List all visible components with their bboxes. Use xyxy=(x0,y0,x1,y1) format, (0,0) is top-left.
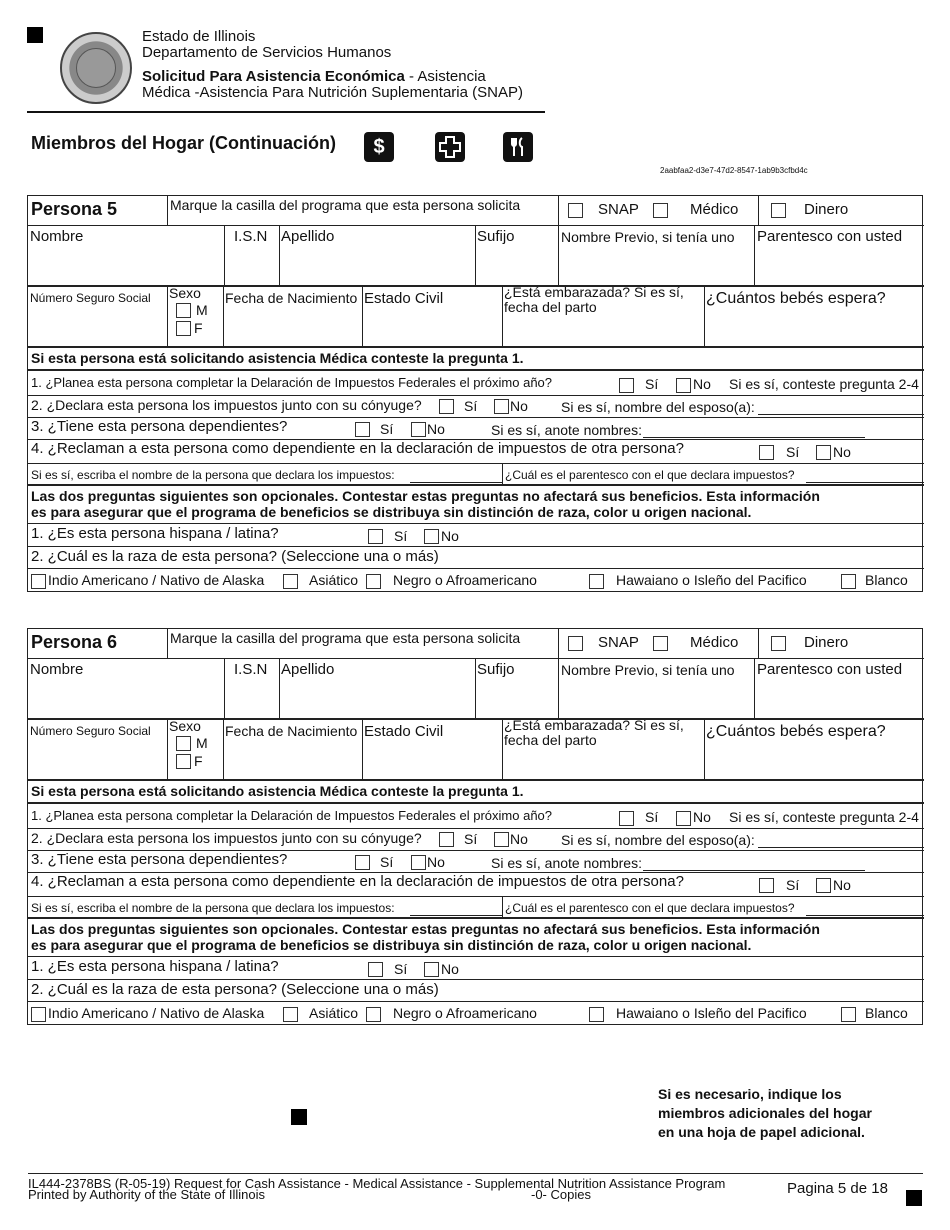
sex-m-label: M xyxy=(196,735,208,751)
race-option-checkbox[interactable] xyxy=(589,574,604,589)
race-option-label: Negro o Afroamericano xyxy=(393,572,537,588)
q2-si-checkbox[interactable] xyxy=(439,832,454,847)
optional-header-row xyxy=(28,484,924,523)
sexo-label: Sexo xyxy=(169,718,201,734)
race-option-checkbox[interactable] xyxy=(366,574,381,589)
medical-header: Si esta persona está solicitando asistencia Médica conteste la pregunta 1. xyxy=(31,783,524,799)
hispanic-no-checkbox[interactable] xyxy=(424,962,439,977)
nombre-label: Nombre xyxy=(30,661,84,678)
question-3-row xyxy=(28,417,924,439)
race-options-row xyxy=(28,568,924,593)
embarazada-line-1: ¿Está embarazada? Si es sí, xyxy=(504,717,684,733)
q2-si-label: Sí xyxy=(464,398,478,414)
declarer-relationship-label: ¿Cuál es el parentesco con el que declara impuestos? xyxy=(505,468,795,482)
hispanic-no-label: No xyxy=(441,528,459,544)
hispanic-row xyxy=(28,523,924,546)
question-4: 4. ¿Reclaman a esta persona como dependiente en la declaración de impuestos de otra persona? xyxy=(31,873,684,890)
race-option-checkbox[interactable] xyxy=(283,1007,298,1022)
declarer-name-label: Si es sí, escriba el nombre de la persona que declara los impuestos: xyxy=(31,468,395,482)
nombre-previo-label: Nombre Previo, si tenía uno xyxy=(561,229,735,245)
embarazada-label xyxy=(504,285,684,315)
person-block xyxy=(27,195,923,592)
person-title: Persona 5 xyxy=(31,199,118,219)
header-title xyxy=(142,69,486,85)
sex-f-checkbox[interactable] xyxy=(176,754,191,769)
q2-no-label: No xyxy=(510,398,528,414)
hispanic-no-label: No xyxy=(441,961,459,977)
optional-header-row xyxy=(28,917,924,956)
apellido-label: Apellido xyxy=(281,228,335,245)
hispanic-si-checkbox[interactable] xyxy=(368,962,383,977)
declarer-relationship-field[interactable] xyxy=(806,482,924,483)
question-3: 3. ¿Tiene esta persona dependientes? xyxy=(31,851,288,868)
utensils-icon xyxy=(503,132,533,162)
question-4: 4. ¿Reclaman a esta persona como dependiente en la declaración de impuestos de otra persona? xyxy=(31,440,684,457)
q3-no-checkbox[interactable] xyxy=(411,855,426,870)
dollar-icon: $ xyxy=(364,132,394,162)
optional-notice-line-1: Las dos preguntas siguientes son opcionales. Contestar estas preguntas no afectará sus beneficios. Esta información xyxy=(31,488,820,504)
snap-checkbox[interactable] xyxy=(568,636,583,651)
q4-no-checkbox[interactable] xyxy=(816,878,831,893)
medical-header: Si esta persona está solicitando asistencia Médica conteste la pregunta 1. xyxy=(31,350,524,366)
question-2: 2. ¿Declara esta persona los impuestos junto con su cónyuge? xyxy=(31,830,422,846)
medical-header-row xyxy=(28,779,924,802)
footer-copies: -0- Copies xyxy=(531,1187,591,1202)
embarazada-label xyxy=(504,718,684,748)
name-row xyxy=(28,658,924,718)
spouse-name-field[interactable] xyxy=(758,414,924,415)
state-seal-icon xyxy=(60,32,132,104)
q3-no-label: No xyxy=(427,854,445,870)
q1-no-label: No xyxy=(693,809,711,825)
nombre-previo-label: Nombre Previo, si tenía uno xyxy=(561,662,735,678)
estado-civil-label: Estado Civil xyxy=(364,290,444,307)
q4-si-checkbox[interactable] xyxy=(759,878,774,893)
race-option-label: Hawaiano o Isleño del Pacifico xyxy=(616,1005,807,1021)
race-option-checkbox[interactable] xyxy=(589,1007,604,1022)
bebes-label: ¿Cuántos bebés espera? xyxy=(706,723,886,740)
race-option-label: Negro o Afroamericano xyxy=(393,1005,537,1021)
q4-si-label: Sí xyxy=(786,877,800,893)
registration-mark-bottom-center xyxy=(291,1109,307,1125)
medico-label: Médico xyxy=(690,634,739,651)
name-row xyxy=(28,225,924,285)
q3-si-label: Sí xyxy=(380,854,394,870)
sexo-label: Sexo xyxy=(169,285,201,301)
embarazada-line-2: fecha del parto xyxy=(504,299,597,315)
additional-members-note xyxy=(658,1085,872,1142)
optional-notice-line-2: es para asegurar que el programa de beneficios se distribuya sin distinción de raza, color u origen nacional. xyxy=(31,504,752,520)
q1-no-label: No xyxy=(693,376,711,392)
footer xyxy=(28,1173,923,1202)
dinero-checkbox[interactable] xyxy=(771,203,786,218)
q3-si-checkbox[interactable] xyxy=(355,855,370,870)
sex-f-label: F xyxy=(194,753,203,769)
declarer-relationship-label: ¿Cuál es el parentesco con el que declara impuestos? xyxy=(505,901,795,915)
footer-page-number: Pagina 5 de 18 xyxy=(787,1180,888,1197)
estado-civil-label: Estado Civil xyxy=(364,723,444,740)
medico-label: Médico xyxy=(690,201,739,218)
question-1: 1. ¿Planea esta persona completar la Delaración de Impuestos Federales el próximo año? xyxy=(31,808,553,823)
sex-m-label: M xyxy=(196,302,208,318)
declarer-name-field[interactable] xyxy=(410,915,502,916)
q2-no-checkbox[interactable] xyxy=(494,832,509,847)
footer-form-id: IL444-2378BS (R-05-19) Request for Cash Assistance - Medical Assistance - Supplemental Nutrition Assistance Program xyxy=(28,1176,726,1191)
isn-label: I.S.N xyxy=(234,661,268,678)
race-option-checkbox[interactable] xyxy=(31,574,46,589)
nombre-label: Nombre xyxy=(30,228,84,245)
hispanic-no-checkbox[interactable] xyxy=(424,529,439,544)
sex-m-checkbox[interactable] xyxy=(176,303,191,318)
race-options-row xyxy=(28,1001,924,1026)
person-block xyxy=(27,628,923,1025)
parentesco-label: Parentesco con usted xyxy=(757,228,903,245)
q4-no-label: No xyxy=(833,444,851,460)
program-row xyxy=(28,196,924,225)
hispanic-question: 1. ¿Es esta persona hispana / latina? xyxy=(31,525,279,542)
dinero-label: Dinero xyxy=(804,634,849,651)
apellido-label: Apellido xyxy=(281,661,335,678)
race-option-label: Indio Americano / Nativo de Alaska xyxy=(48,572,265,588)
q4-no-checkbox[interactable] xyxy=(816,445,831,460)
optional-notice xyxy=(31,488,820,520)
race-option-label: Asiático xyxy=(309,1005,359,1021)
race-option-checkbox[interactable] xyxy=(366,1007,381,1022)
race-option-label: Indio Americano / Nativo de Alaska xyxy=(48,1005,265,1021)
hispanic-question: 1. ¿Es esta persona hispana / latina? xyxy=(31,958,279,975)
declarer-name-field[interactable] xyxy=(410,482,502,483)
q1-si-label: Sí xyxy=(645,809,659,825)
question-1-followup: Si es sí, conteste pregunta 2-4 xyxy=(729,376,919,392)
fecha-nacimiento-label: Fecha de Nacimiento xyxy=(225,290,358,306)
question-4-details-row xyxy=(28,896,924,917)
question-3-followup: Si es sí, anote nombres: xyxy=(491,422,642,438)
header-state: Estado de Illinois xyxy=(142,28,256,45)
declarer-relationship-field[interactable] xyxy=(806,915,924,916)
spouse-name-field[interactable] xyxy=(758,847,924,848)
race-option-checkbox[interactable] xyxy=(841,1007,856,1022)
q4-no-label: No xyxy=(833,877,851,893)
snap-label: SNAP xyxy=(598,634,639,651)
ssn-label: Número Seguro Social xyxy=(30,291,151,305)
race-question-row xyxy=(28,546,924,568)
dependents-names-field[interactable] xyxy=(643,870,865,871)
race-option-label: Blanco xyxy=(865,1005,908,1021)
header-title-bold: Solicitud Para Asistencia Económica xyxy=(142,68,405,85)
program-prompt: Marque la casilla del programa que esta persona solicita xyxy=(170,630,521,646)
header-department: Departamento de Servicios Humanos xyxy=(142,44,392,61)
program-row xyxy=(28,629,924,658)
q3-si-checkbox[interactable] xyxy=(355,422,370,437)
dinero-checkbox[interactable] xyxy=(771,636,786,651)
question-4-row xyxy=(28,872,924,896)
embarazada-line-1: ¿Está embarazada? Si es sí, xyxy=(504,284,684,300)
question-1-row xyxy=(28,369,924,395)
q1-si-label: Sí xyxy=(645,376,659,392)
snap-checkbox[interactable] xyxy=(568,203,583,218)
q1-si-checkbox[interactable] xyxy=(619,811,634,826)
sex-m-checkbox[interactable] xyxy=(176,736,191,751)
medical-cross-icon xyxy=(435,132,465,162)
question-3-followup: Si es sí, anote nombres: xyxy=(491,855,642,871)
optional-notice-line-1: Las dos preguntas siguientes son opcionales. Contestar estas preguntas no afectará sus beneficios. Esta información xyxy=(31,921,820,937)
question-2: 2. ¿Declara esta persona los impuestos junto con su cónyuge? xyxy=(31,397,422,413)
note-line: miembros adicionales del hogar xyxy=(658,1105,872,1121)
program-prompt: Marque la casilla del programa que esta persona solicita xyxy=(170,197,521,213)
race-option-label: Asiático xyxy=(309,572,359,588)
note-line: Si es necesario, indique los xyxy=(658,1086,842,1102)
q1-no-checkbox[interactable] xyxy=(676,811,691,826)
snap-label: SNAP xyxy=(598,201,639,218)
medico-checkbox[interactable] xyxy=(653,203,668,218)
sex-f-checkbox[interactable] xyxy=(176,321,191,336)
question-3-row xyxy=(28,850,924,872)
q2-si-checkbox[interactable] xyxy=(439,399,454,414)
sufijo-label: Sufijo xyxy=(477,228,515,245)
race-option-label: Blanco xyxy=(865,572,908,588)
question-3: 3. ¿Tiene esta persona dependientes? xyxy=(31,418,288,435)
race-option-checkbox[interactable] xyxy=(841,574,856,589)
bebes-label: ¿Cuántos bebés espera? xyxy=(706,290,886,307)
dinero-label: Dinero xyxy=(804,201,849,218)
q3-no-checkbox[interactable] xyxy=(411,422,426,437)
identity-row xyxy=(28,718,924,779)
race-option-label: Hawaiano o Isleño del Pacifico xyxy=(616,572,807,588)
question-2-followup: Si es sí, nombre del esposo(a): xyxy=(561,832,755,848)
race-question: 2. ¿Cuál es la raza de esta persona? (Seleccione una o más) xyxy=(31,981,439,998)
registration-mark-top-left xyxy=(27,27,43,43)
question-1: 1. ¿Planea esta persona completar la Delaración de Impuestos Federales el próximo año? xyxy=(31,375,553,390)
parentesco-label: Parentesco con usted xyxy=(757,661,903,678)
hispanic-si-checkbox[interactable] xyxy=(368,529,383,544)
race-option-checkbox[interactable] xyxy=(31,1007,46,1022)
race-question: 2. ¿Cuál es la raza de esta persona? (Seleccione una o más) xyxy=(31,548,439,565)
race-question-row xyxy=(28,979,924,1001)
optional-notice-line-2: es para asegurar que el programa de beneficios se distribuya sin distinción de raza, color u origen nacional. xyxy=(31,937,752,953)
sex-f-label: F xyxy=(194,320,203,336)
q4-si-label: Sí xyxy=(786,444,800,460)
document-id: 2aabfaa2-d3e7-47d2-8547-1ab9b3cfbd4c xyxy=(660,166,808,175)
declarer-name-label: Si es sí, escriba el nombre de la persona que declara los impuestos: xyxy=(31,901,395,915)
sufijo-label: Sufijo xyxy=(477,661,515,678)
question-1-followup: Si es sí, conteste pregunta 2-4 xyxy=(729,809,919,825)
q3-no-label: No xyxy=(427,421,445,437)
q2-no-label: No xyxy=(510,831,528,847)
question-1-row xyxy=(28,802,924,828)
registration-mark-bottom-right xyxy=(906,1190,922,1206)
header-title-rest: - Asistencia xyxy=(404,68,486,85)
embarazada-line-2: fecha del parto xyxy=(504,732,597,748)
hispanic-si-label: Sí xyxy=(394,528,408,544)
medico-checkbox[interactable] xyxy=(653,636,668,651)
q2-si-label: Sí xyxy=(464,831,478,847)
hispanic-row xyxy=(28,956,924,979)
section-title: Miembros del Hogar (Continuación) xyxy=(31,133,337,153)
question-4-row xyxy=(28,439,924,463)
question-4-details-row xyxy=(28,463,924,484)
note-line: en una hoja de papel adicional. xyxy=(658,1124,865,1140)
hispanic-si-label: Sí xyxy=(394,961,408,977)
dependents-names-field[interactable] xyxy=(643,437,865,438)
race-option-checkbox[interactable] xyxy=(283,574,298,589)
identity-row xyxy=(28,285,924,346)
footer-printed-by: Printed by Authority of the State of Illinois xyxy=(28,1187,266,1202)
q1-no-checkbox[interactable] xyxy=(676,378,691,393)
ssn-label: Número Seguro Social xyxy=(30,724,151,738)
question-2-followup: Si es sí, nombre del esposo(a): xyxy=(561,399,755,415)
fecha-nacimiento-label: Fecha de Nacimiento xyxy=(225,723,358,739)
q1-si-checkbox[interactable] xyxy=(619,378,634,393)
q2-no-checkbox[interactable] xyxy=(494,399,509,414)
question-2-row xyxy=(28,828,924,850)
optional-notice xyxy=(31,921,820,953)
question-2-row xyxy=(28,395,924,417)
isn-label: I.S.N xyxy=(234,228,268,245)
person-title: Persona 6 xyxy=(31,632,118,652)
q4-si-checkbox[interactable] xyxy=(759,445,774,460)
medical-header-row xyxy=(28,346,924,369)
header-divider xyxy=(27,111,545,113)
header-title-line2: Médica -Asistencia Para Nutrición Suplementaria (SNAP) xyxy=(142,84,523,101)
q3-si-label: Sí xyxy=(380,421,394,437)
